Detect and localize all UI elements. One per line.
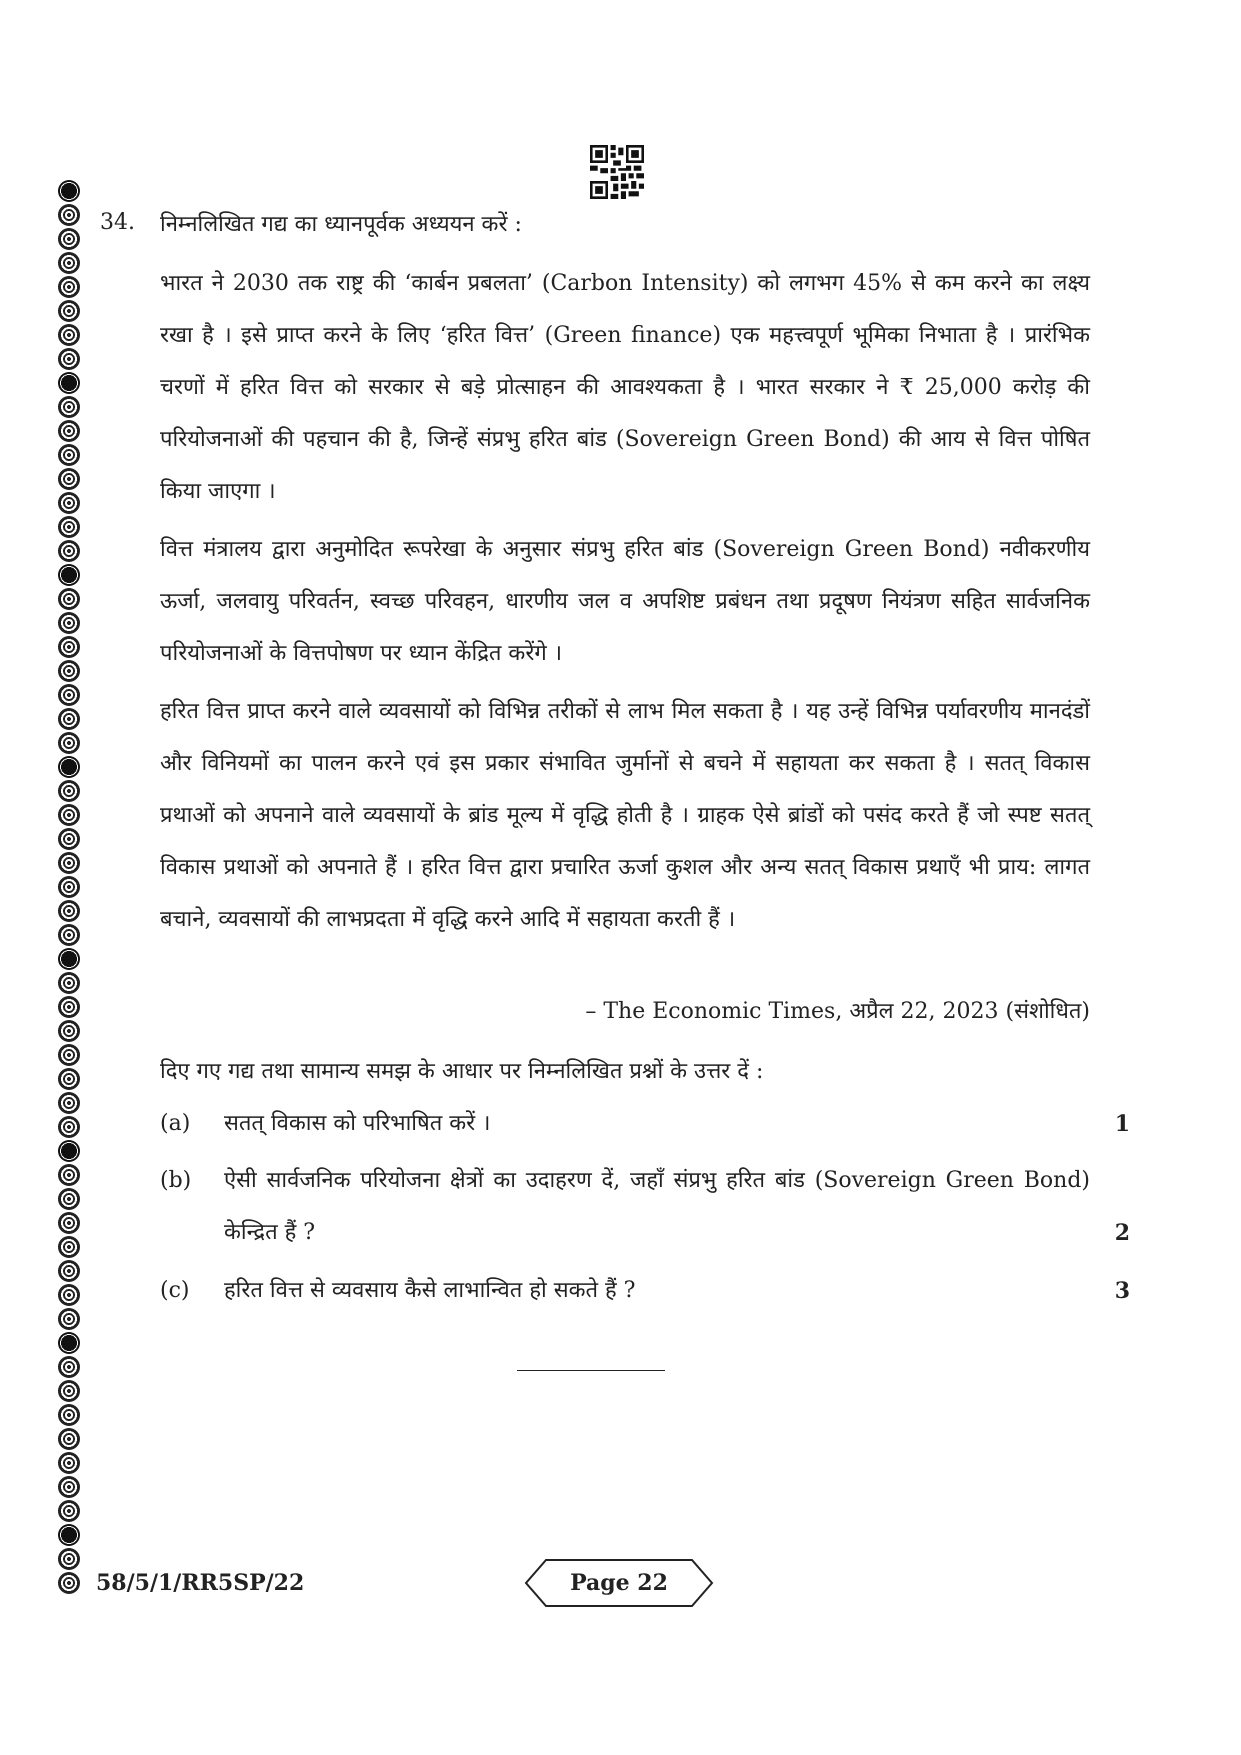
- margin-ring-icon: [58, 1476, 80, 1498]
- question-number: 34.: [100, 210, 135, 235]
- margin-ring-icon: [58, 1308, 80, 1330]
- margin-ring-icon: [58, 300, 80, 322]
- margin-ring-icon: [58, 444, 80, 466]
- margin-ring-icon: [58, 780, 80, 802]
- sub-question-a: [160, 1098, 1130, 1150]
- sub-question-text: हरित वित्त से व्यवसाय कैसे लाभान्वित हो सकते हैं ?: [224, 1278, 636, 1303]
- margin-ring-icon: [58, 1428, 80, 1450]
- margin-ring-icon: [58, 900, 80, 922]
- margin-ring-icon: [58, 1140, 80, 1162]
- margin-ring-icon: [58, 1284, 80, 1306]
- margin-ring-icon: [58, 1092, 80, 1114]
- margin-ring-icon: [58, 1452, 80, 1474]
- margin-ring-icon: [58, 1548, 80, 1570]
- sub-question-c: [160, 1265, 1130, 1317]
- qr-code-icon: [590, 145, 644, 199]
- margin-ring-icon: [58, 1188, 80, 1210]
- paper-code: 58/5/1/RR5SP/22: [96, 1570, 305, 1596]
- margin-ring-icon: [58, 708, 80, 730]
- sub-question-marks: 3: [1114, 1278, 1130, 1304]
- margin-ring-icon: [58, 1212, 80, 1234]
- sub-question-label: (c): [160, 1278, 190, 1303]
- margin-ring-icon: [58, 972, 80, 994]
- margin-ring-icon: [58, 228, 80, 250]
- end-rule: [517, 1370, 665, 1371]
- margin-ring-icon: [58, 924, 80, 946]
- margin-ring-icon: [58, 1380, 80, 1402]
- sub-question-marks: 2: [1114, 1220, 1130, 1246]
- margin-ring-icon: [58, 180, 80, 202]
- margin-ring-icon: [58, 612, 80, 634]
- margin-ring-icon: [58, 276, 80, 298]
- page-number: Page 22: [570, 1570, 668, 1596]
- source-citation: – The Economic Times, अप्रैल 22, 2023 (संशोधित): [585, 999, 1090, 1024]
- margin-ring-icon: [58, 564, 80, 586]
- margin-ring-icon: [58, 1356, 80, 1378]
- margin-ring-icon: [58, 948, 80, 970]
- margin-ring-icon: [58, 1236, 80, 1258]
- margin-ring-icon: [58, 204, 80, 226]
- margin-ring-icon: [58, 1020, 80, 1042]
- sub-question-marks: 1: [1114, 1111, 1130, 1137]
- margin-ring-icon: [58, 1572, 80, 1594]
- margin-ring-icon: [58, 1116, 80, 1138]
- margin-ring-icon: [58, 468, 80, 490]
- margin-ring-icon: [58, 636, 80, 658]
- margin-ring-icon: [58, 732, 80, 754]
- passage-paragraph: भारत ने 2030 तक राष्ट्र की ‘कार्बन प्रबलता’ (Carbon Intensity) को लगभग 45% से कम करने का लक्ष्य रखा है । इसे प्राप्त करने के लिए ‘हरित वित्त’ (Green finance) एक महत्त्वपूर्ण भूमिका निभाता है । प्रारंभिक चरणों में हरित वित्त को सरकार से बड़े प्रोत्साहन की आवश्यकता है । भारत सरकार ने ₹ 25,000 करोड़ की परियोजनाओं की पहचान की है, जिन्हें संप्रभु हरित बांड (Sovereign Green Bond) की आय से वित्त पोषित किया जाएगा ।: [160, 271, 1090, 504]
- margin-ring-icon: [58, 372, 80, 394]
- passage: [160, 258, 1090, 952]
- margin-ring-icon: [58, 1332, 80, 1354]
- margin-ring-icon: [58, 804, 80, 826]
- margin-ring-icon: [58, 1260, 80, 1282]
- margin-security-marks: [58, 180, 84, 1596]
- margin-ring-icon: [58, 492, 80, 514]
- margin-ring-icon: [58, 324, 80, 346]
- margin-ring-icon: [58, 348, 80, 370]
- margin-ring-icon: [58, 396, 80, 418]
- margin-ring-icon: [58, 420, 80, 442]
- margin-ring-icon: [58, 540, 80, 562]
- margin-ring-icon: [58, 516, 80, 538]
- margin-ring-icon: [58, 996, 80, 1018]
- margin-ring-icon: [58, 1524, 80, 1546]
- instruction: दिए गए गद्य तथा सामान्य समझ के आधार पर निम्नलिखित प्रश्नों के उत्तर दें :: [160, 1059, 764, 1084]
- page-number-badge: [524, 1558, 714, 1608]
- sub-question-b: [160, 1155, 1130, 1259]
- margin-ring-icon: [58, 876, 80, 898]
- sub-question-text: सतत् विकास को परिभाषित करें ।: [224, 1111, 491, 1136]
- margin-ring-icon: [58, 828, 80, 850]
- margin-ring-icon: [58, 684, 80, 706]
- margin-ring-icon: [58, 1164, 80, 1186]
- margin-ring-icon: [58, 1500, 80, 1522]
- sub-question-label: (a): [160, 1111, 191, 1136]
- passage-paragraph: वित्त मंत्रालय द्वारा अनुमोदित रूपरेखा के अनुसार संप्रभु हरित बांड (Sovereign Green Bond) नवीकरणीय ऊर्जा, जलवायु परिवर्तन, स्वच्छ परिवहन, धारणीय जल व अपशिष्ट प्रबंधन तथा प्रदूषण नियंत्रण सहित सार्वजनिक परियोजनाओं के वित्तपोषण पर ध्यान केंद्रित करेंगे ।: [160, 537, 1090, 666]
- sub-question-label: (b): [160, 1168, 192, 1193]
- margin-ring-icon: [58, 252, 80, 274]
- margin-ring-icon: [58, 852, 80, 874]
- margin-ring-icon: [58, 756, 80, 778]
- question-heading: निम्नलिखित गद्य का ध्यानपूर्वक अध्ययन करें :: [160, 212, 522, 237]
- margin-ring-icon: [58, 660, 80, 682]
- passage-paragraph: हरित वित्त प्राप्त करने वाले व्यवसायों को विभिन्न तरीकों से लाभ मिल सकता है । यह उन्हें विभिन्न पर्यावरणीय मानदंडों और विनियमों का पालन करने एवं इस प्रकार संभावित जुर्मानों से बचने में सहायता कर सकता है । सतत् विकास प्रथाओं को अपनाने वाले व्यवसायों के ब्रांड मूल्य में वृद्धि होती है । ग्राहक ऐसे ब्रांडों को पसंद करते हैं जो स्पष्ट सतत् विकास प्रथाओं को अपनाते हैं । हरित वित्त द्वारा प्रचारित ऊर्जा कुशल और अन्य सतत् विकास प्रथाएँ भी प्राय: लागत बचाने, व्यवसायों की लाभप्रदता में वृद्धि करने आदि में सहायता करती हैं ।: [160, 699, 1090, 932]
- margin-ring-icon: [58, 588, 80, 610]
- margin-ring-icon: [58, 1068, 80, 1090]
- margin-ring-icon: [58, 1404, 80, 1426]
- margin-ring-icon: [58, 1044, 80, 1066]
- sub-question-text: ऐसी सार्वजनिक परियोजना क्षेत्रों का उदाहरण दें, जहाँ संप्रभु हरित बांड (Sovereign Green Bond) केन्द्रित हैं ?: [224, 1168, 1090, 1245]
